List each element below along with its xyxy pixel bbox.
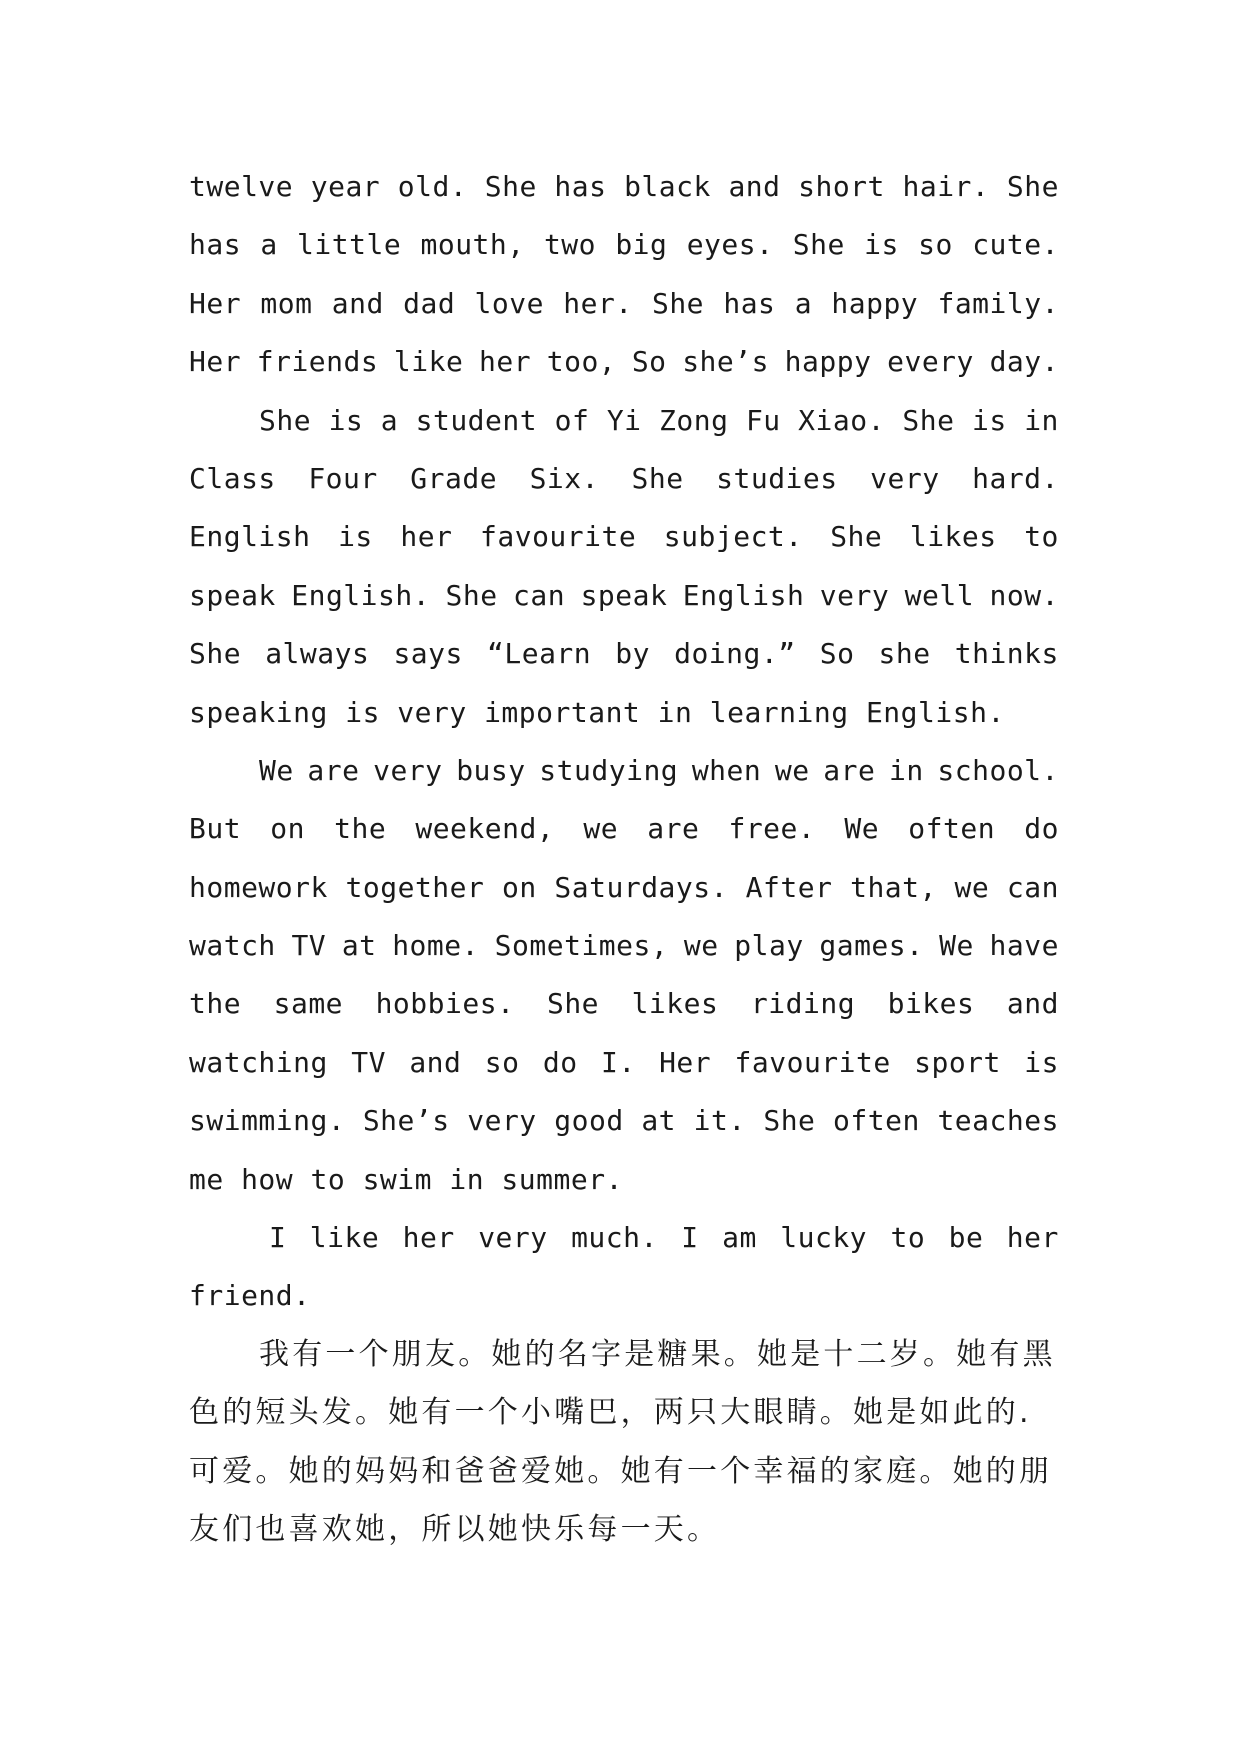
word: Fu	[745, 403, 781, 437]
word: mouth,	[420, 228, 525, 262]
word: subject.	[663, 520, 803, 554]
word: likes	[909, 520, 997, 554]
word: Her	[189, 345, 242, 379]
word: After	[745, 870, 833, 904]
word: Yi	[606, 403, 642, 437]
paragraph-4	[189, 1209, 1059, 1326]
word: thinks	[954, 637, 1059, 671]
word: hair.	[902, 170, 990, 203]
word: But	[189, 812, 242, 846]
word: so	[918, 228, 953, 262]
text-line	[189, 333, 1059, 391]
word: So	[631, 345, 667, 379]
word: Four	[308, 461, 378, 495]
word: are	[823, 753, 876, 787]
word: dad	[403, 286, 456, 320]
word: cute.	[972, 228, 1059, 262]
text-line	[189, 450, 1059, 508]
word: is	[338, 520, 373, 554]
word: games.	[819, 929, 924, 963]
text-line	[189, 859, 1059, 917]
paragraph-3	[189, 742, 1059, 1209]
word: friends	[256, 345, 379, 379]
word: favourite	[734, 1045, 891, 1079]
word: am	[722, 1221, 757, 1255]
word: She	[484, 170, 537, 203]
word: very	[467, 1104, 537, 1138]
word: English.	[291, 578, 431, 612]
word: good	[554, 1104, 624, 1138]
word: she’s	[682, 345, 769, 379]
word: family.	[937, 286, 1059, 320]
word: do	[1024, 812, 1059, 846]
word: and	[1006, 987, 1059, 1021]
word: Grade	[410, 461, 498, 495]
word: She	[1006, 170, 1059, 203]
word: are	[307, 753, 360, 787]
word: mom	[260, 286, 313, 320]
word: much.	[571, 1221, 658, 1255]
word: are	[647, 812, 700, 846]
word: at	[341, 929, 377, 963]
word: favourite	[480, 520, 637, 554]
word: studying	[539, 753, 679, 787]
word: bikes	[887, 987, 975, 1021]
text-line	[189, 508, 1059, 566]
word: like	[393, 345, 464, 379]
word: watching	[189, 1045, 328, 1079]
word: a	[260, 228, 278, 262]
word: her	[479, 345, 532, 379]
text-line	[189, 1209, 1059, 1267]
word: very	[373, 753, 443, 787]
word: always	[265, 637, 370, 671]
word: She	[189, 637, 242, 671]
word: we	[683, 929, 719, 963]
word: her	[400, 520, 453, 554]
word: she	[878, 637, 931, 671]
text-line: me how to swim in summer.	[189, 1162, 623, 1196]
word: that,	[850, 870, 937, 904]
word: Sometimes,	[494, 929, 669, 963]
text-line: 友们也喜欢她，所以她快乐每一天。	[189, 1511, 721, 1547]
word: on	[270, 812, 305, 846]
word: She’s	[362, 1104, 450, 1138]
word: and	[728, 170, 781, 203]
word: black	[624, 170, 711, 203]
text-line	[189, 216, 1059, 274]
word: Her	[189, 286, 242, 320]
text-line	[189, 1034, 1059, 1092]
word: Six.	[529, 461, 600, 495]
word: She	[546, 987, 600, 1021]
word: riding	[750, 987, 856, 1021]
word: well	[904, 578, 975, 612]
word: sport	[914, 1045, 1001, 1079]
word: says	[393, 637, 463, 671]
word: is	[328, 403, 364, 437]
word: the	[334, 812, 387, 846]
word: a	[380, 403, 399, 437]
word: home.	[392, 929, 479, 963]
word: short	[798, 170, 885, 203]
word: and	[331, 286, 384, 320]
word: English	[189, 520, 311, 554]
paragraph-1	[189, 158, 1059, 392]
text-line	[189, 1092, 1059, 1150]
word: free.	[728, 812, 816, 846]
word: school.	[937, 753, 1059, 787]
word: a	[794, 286, 813, 320]
word: speak	[580, 578, 668, 612]
word: in	[1024, 403, 1059, 437]
word: happy	[784, 345, 872, 379]
word: be	[948, 1221, 984, 1255]
word: doing.”	[674, 637, 796, 671]
word: has	[554, 170, 607, 203]
word: the	[189, 987, 242, 1021]
document-page	[189, 158, 1059, 1559]
word: and	[409, 1045, 462, 1079]
word: two	[543, 228, 597, 262]
word: like	[309, 1221, 380, 1255]
paragraph-2	[189, 392, 1059, 742]
word: when	[691, 753, 762, 787]
word: at	[641, 1104, 677, 1138]
word: day.	[989, 345, 1059, 379]
word: same	[273, 987, 344, 1021]
word: TV	[291, 929, 327, 963]
word: student	[415, 403, 538, 437]
word: TV	[351, 1045, 386, 1079]
word: hobbies.	[375, 987, 515, 1021]
word: play	[734, 929, 804, 963]
word: big	[615, 228, 668, 262]
word: on	[502, 870, 537, 904]
word: “Learn	[487, 637, 592, 671]
word: Xiao.	[798, 403, 885, 437]
word: I	[269, 1221, 287, 1255]
word: often	[908, 812, 996, 846]
word: it.	[693, 1104, 746, 1138]
word: eyes.	[686, 228, 774, 262]
text-line	[189, 800, 1059, 858]
text-line	[189, 742, 1059, 800]
word: studies	[716, 461, 838, 495]
word: is	[1024, 1045, 1059, 1079]
word: We	[844, 812, 880, 846]
word: little	[297, 228, 402, 262]
paragraph-5-chinese	[189, 1326, 1059, 1560]
word: happy	[831, 286, 919, 320]
word: very	[478, 1221, 548, 1255]
word: We	[259, 753, 294, 787]
text-line: speaking is very important in learning English.	[189, 695, 1005, 729]
word: old.	[397, 170, 468, 203]
word: She	[445, 578, 498, 612]
word: Class	[189, 461, 276, 495]
word: so	[484, 1045, 520, 1079]
word: She	[259, 403, 312, 437]
word: She	[631, 461, 684, 495]
word: She	[830, 520, 883, 554]
word: weekend,	[415, 812, 555, 846]
word: very	[870, 461, 940, 495]
word: of	[554, 403, 590, 437]
word: in	[889, 753, 924, 787]
text-line: 色的短头发。她有一个小嘴巴，两只大眼睛。她是如此的.	[189, 1395, 1032, 1431]
word: we	[583, 812, 619, 846]
word: speak	[189, 578, 276, 612]
word: have	[989, 929, 1059, 963]
word: I.	[600, 1045, 636, 1079]
word: to	[890, 1221, 926, 1255]
word: year	[310, 170, 381, 203]
text-line	[189, 975, 1059, 1033]
text-line	[189, 392, 1059, 450]
word: can	[1006, 870, 1059, 904]
word: now.	[989, 578, 1059, 612]
word: Zong	[659, 403, 729, 437]
word: We	[939, 929, 974, 963]
word: every	[887, 345, 974, 379]
text-line	[189, 567, 1059, 625]
word: often	[833, 1104, 920, 1138]
word: we	[774, 753, 810, 787]
word: Her	[659, 1045, 712, 1079]
word: we	[954, 870, 990, 904]
word: by	[615, 637, 650, 671]
text-line	[189, 917, 1059, 975]
word: watch	[189, 929, 276, 963]
word: She	[763, 1104, 816, 1138]
word: has	[723, 286, 776, 320]
text-line: 我有一个朋友。她的名字是糖果。她是十二岁。她有黑	[259, 1336, 1056, 1372]
word: lucky	[780, 1221, 868, 1255]
word: together	[345, 870, 485, 904]
text-line	[189, 158, 1059, 216]
word: is	[971, 403, 1007, 437]
word: twelve	[189, 170, 294, 203]
word: is	[864, 228, 899, 262]
word: too,	[546, 345, 617, 379]
word: can	[513, 578, 566, 612]
word: swimming.	[189, 1104, 346, 1138]
word: likes	[631, 987, 719, 1021]
word: has	[189, 228, 242, 262]
word: very	[819, 578, 890, 612]
word: teaches	[937, 1104, 1059, 1138]
text-line	[189, 275, 1059, 333]
word: love	[474, 286, 544, 320]
word: her	[402, 1221, 455, 1255]
text-line	[189, 625, 1059, 683]
word: English	[682, 578, 805, 612]
word: She	[651, 286, 705, 320]
word: She	[792, 228, 845, 262]
word: Saturdays.	[554, 870, 728, 904]
word: to	[1024, 520, 1059, 554]
word: her	[1006, 1221, 1059, 1255]
word: hard.	[972, 461, 1059, 495]
word: I	[681, 1221, 699, 1255]
word: busy	[456, 753, 526, 787]
text-line: friend.	[189, 1279, 311, 1313]
word: So	[819, 637, 855, 671]
word: her.	[563, 286, 633, 320]
text-line: 可爱。她的妈妈和爸爸爱她。她有一个幸福的家庭。她的朋	[189, 1453, 1053, 1489]
word: homework	[189, 870, 328, 904]
word: She	[902, 403, 955, 437]
word: do	[542, 1045, 578, 1079]
